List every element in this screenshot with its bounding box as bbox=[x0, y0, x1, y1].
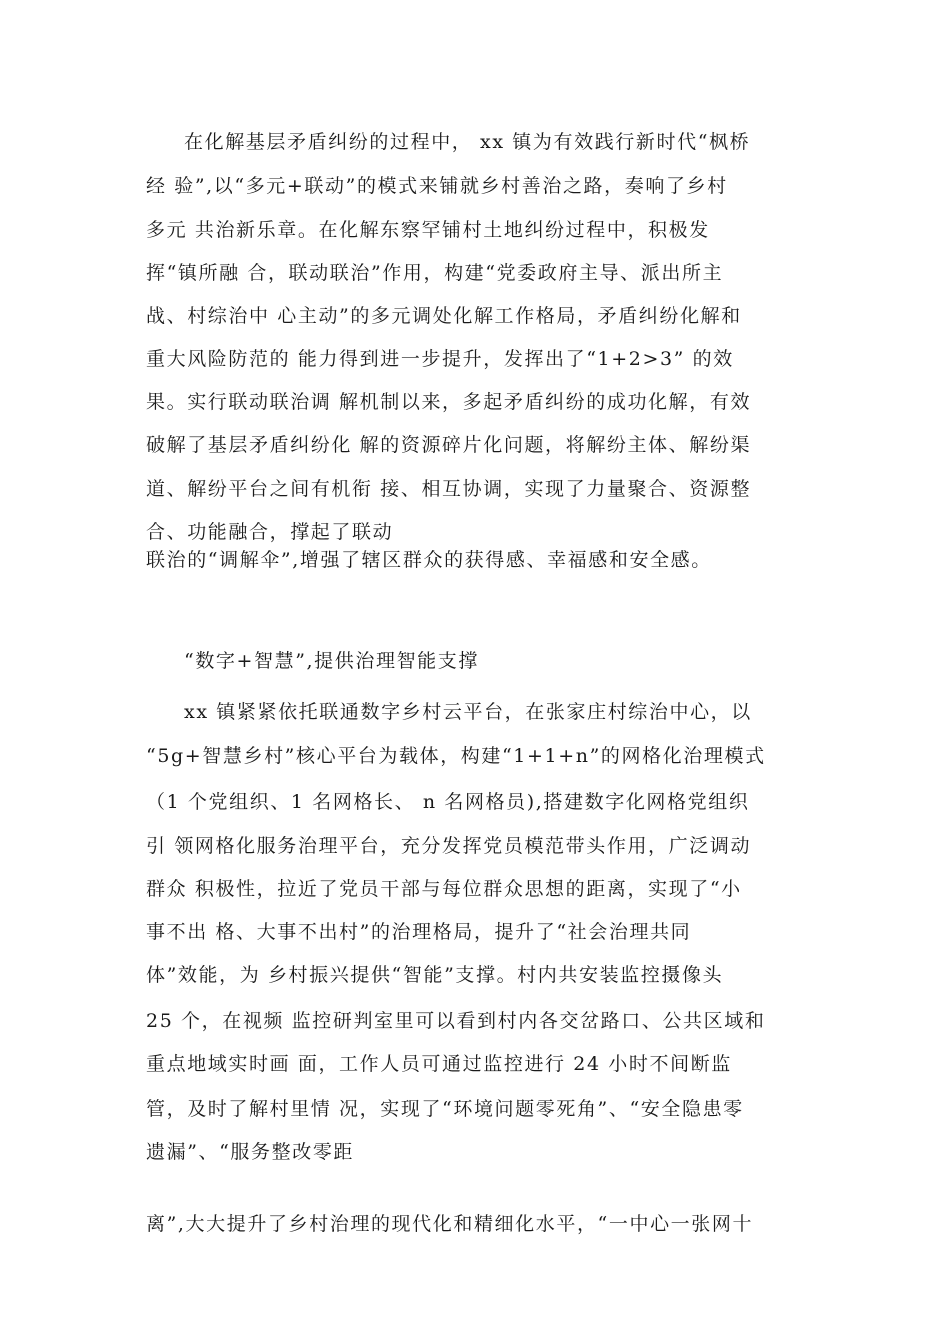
text-line: 合、功能融合，撑起了联动 bbox=[146, 521, 394, 543]
text-line: 管，及时了解村里情 况，实现了“环境问题零死角”、“安全隐患零 bbox=[146, 1098, 744, 1120]
text-line: 25 个，在视频 监控研判室里可以看到村内各交岔路口、公共区域和 bbox=[146, 1010, 766, 1032]
text-line: 体”效能，为 乡村振兴提供“智能”支撑。村内共安装监控摄像头 bbox=[146, 964, 724, 986]
text-line: 经 验”,以“多元+联动”的模式来铺就乡村善治之路，奏响了乡村 bbox=[146, 175, 728, 197]
section-heading: “数字+智慧”,提供治理智能支撑 bbox=[184, 650, 479, 672]
text-line: “5g+智慧乡村”核心平台为载体，构建“1+1+n”的网格化治理模式 bbox=[146, 745, 766, 767]
text-line: 群众 积极性，拉近了党员干部与每位群众思想的距离，实现了“小 bbox=[146, 878, 742, 900]
text-line: （1 个党组织、1 名网格长、 n 名网格员),搭建数字化网格党组织 bbox=[146, 791, 750, 813]
text-line: 多元 共治新乐章。在化解东察罕铺村土地纠纷过程中，积极发 bbox=[146, 219, 710, 241]
text-line: 事不出 格、大事不出村”的治理格局，提升了“社会治理共同 bbox=[146, 921, 692, 943]
text-line: 在化解基层矛盾纠纷的过程中， xx 镇为有效践行新时代“枫桥 bbox=[184, 131, 751, 153]
text-line: xx 镇紧紧依托联通数字乡村云平台，在张家庄村综治中心，以 bbox=[184, 701, 752, 723]
text-line: 战、村综治中 心主动”的多元调处化解工作格局，矛盾纠纷化解和 bbox=[146, 305, 742, 327]
text-line: 重点地域实时画 面，工作人员可通过监控进行 24 小时不间断监 bbox=[146, 1053, 732, 1075]
text-line: 重大风险防范的 能力得到进一步提升，发挥出了“1+2>3” 的效 bbox=[146, 348, 734, 370]
text-line: 果。实行联动联治调 解机制以来，多起矛盾纠纷的成功化解，有效 bbox=[146, 391, 752, 413]
text-line: 引 领网格化服务治理平台，充分发挥党员模范带头作用，广泛调动 bbox=[146, 835, 752, 857]
text-line: 遗漏”、“服务整改零距 bbox=[146, 1141, 355, 1163]
text-line: 挥“镇所融 合，联动联治”作用，构建“党委政府主导、派出所主 bbox=[146, 262, 724, 284]
text-line: 联治的“调解伞”,增强了辖区群众的获得感、幸福感和安全感。 bbox=[146, 549, 712, 571]
text-line: 道、解纷平台之间有机衔 接、相互协调，实现了力量聚合、资源整 bbox=[146, 478, 752, 500]
text-line: 离”,大大提升了乡村治理的现代化和精细化水平，“一中心一张网十 bbox=[146, 1213, 754, 1235]
text-line: 破解了基层矛盾纠纷化 解的资源碎片化问题，将解纷主体、解纷渠 bbox=[146, 434, 752, 456]
